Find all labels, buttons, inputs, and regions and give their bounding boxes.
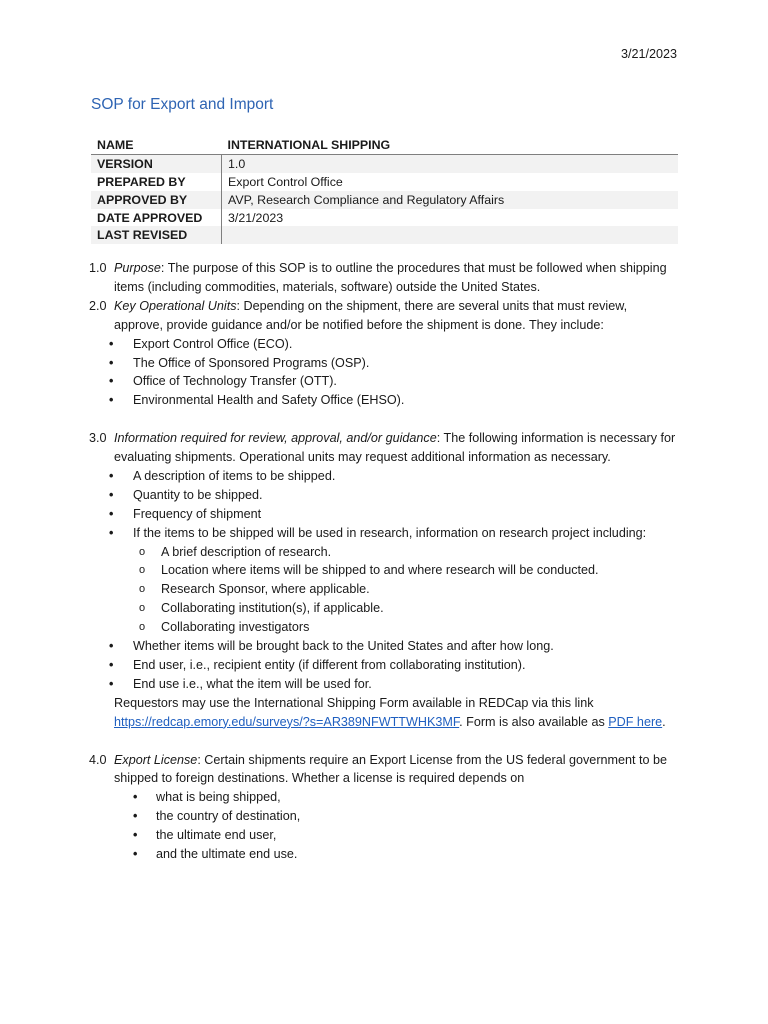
meta-label: VERSION	[91, 154, 222, 172]
meta-label: NAME	[91, 136, 222, 154]
list-item: • Export Control Office (ECO).	[89, 335, 679, 354]
section-export-license	[89, 751, 679, 789]
form-note-text: . Form is also available as	[459, 714, 609, 729]
meta-label: APPROVED BY	[91, 191, 222, 209]
section-key-operational-units	[89, 297, 679, 335]
section-text: : Depending on the shipment, there are several units that must review, approve, provide guidance and/or be notified before the shipment is done. They include:	[114, 298, 628, 332]
table-row	[91, 226, 678, 244]
sub-list-item: o Location where items will be shipped to and where research will be conducted.	[89, 561, 679, 580]
table-row	[91, 209, 678, 227]
list-item: • A description of items to be shipped.	[89, 467, 679, 486]
list-item: • what is being shipped,	[89, 788, 679, 807]
list-item: • Office of Technology Transfer (OTT).	[89, 372, 679, 391]
meta-value	[222, 226, 679, 244]
form-note-line: Requestors may use the International Shipping Form available in REDCap via this link	[114, 695, 594, 710]
section-heading: Key Operational Units	[114, 298, 237, 313]
license-factors-list	[89, 788, 679, 864]
meta-value: 1.0	[222, 154, 679, 172]
section-number: 4.0	[89, 752, 107, 767]
form-note	[89, 694, 679, 732]
meta-value: Export Control Office	[222, 173, 679, 191]
form-note-end: .	[662, 714, 666, 729]
list-item: • the country of destination,	[89, 807, 679, 826]
section-text: : Certain shipments require an Export License from the US federal government to be shipped to foreign destinations. Whether a license is required depends on	[114, 752, 668, 786]
list-item: • the ultimate end user,	[89, 826, 679, 845]
section-text: : The following information is necessary for evaluating shipments. Operational units may request additional information as necessary.	[114, 431, 676, 465]
document-body	[89, 259, 679, 864]
section-heading: Information required for review, approval, and/or guidance	[114, 431, 437, 446]
redcap-link[interactable]: https://redcap.emory.edu/surveys/?s=AR389NFWTTWHK3MF	[114, 714, 460, 729]
list-item: • Quantity to be shipped.	[89, 486, 679, 505]
document-date: 3/21/2023	[620, 47, 677, 61]
list-item: • Whether items will be brought back to the United States and after how long.	[89, 637, 679, 656]
section-number: 3.0	[89, 431, 107, 446]
table-row	[91, 191, 678, 209]
section-purpose	[89, 259, 679, 297]
section-text: : The purpose of this SOP is to outline the procedures that must be followed when shipping items (including commodities, materials, software) outside the United States.	[114, 261, 667, 294]
meta-label: LAST REVISED	[91, 226, 222, 244]
meta-value: 3/21/2023	[222, 209, 679, 227]
section-information-required	[89, 429, 679, 467]
list-item: • If the items to be shipped will be used in research, information on research project including:	[89, 524, 679, 543]
table-row	[91, 173, 678, 191]
form-note-links	[114, 713, 679, 732]
meta-label: DATE APPROVED	[97, 210, 203, 225]
section-number: 2.0	[89, 298, 107, 313]
research-info-sublist	[89, 543, 679, 638]
document-title: SOP for Export and Import	[91, 96, 274, 113]
sub-list-item: o Collaborating investigators	[89, 618, 679, 637]
section-number: 1.0	[89, 261, 107, 275]
meta-label: PREPARED BY	[97, 174, 186, 189]
section-heading: Purpose	[114, 261, 161, 275]
list-item: • The Office of Sponsored Programs (OSP).	[89, 354, 679, 373]
units-list	[89, 335, 679, 411]
list-item: • and the ultimate end use.	[89, 845, 679, 864]
list-item: • End user, i.e., recipient entity (if different from collaborating institution).	[89, 656, 679, 675]
sub-list-item: o Research Sponsor, where applicable.	[89, 580, 679, 599]
table-row	[91, 154, 678, 172]
meta-value: AVP, Research Compliance and Regulatory Affairs	[222, 191, 679, 209]
sub-list-item: o A brief description of research.	[89, 543, 679, 562]
list-item: • Environmental Health and Safety Office (EHSO).	[89, 391, 679, 410]
section-heading: Export License	[114, 752, 198, 767]
meta-value: INTERNATIONAL SHIPPING	[222, 136, 679, 154]
list-item: • Frequency of shipment	[89, 505, 679, 524]
list-item: • End use i.e., what the item will be used for.	[89, 675, 679, 694]
sub-list-item: o Collaborating institution(s), if applicable.	[89, 599, 679, 618]
sop-metadata-table	[91, 136, 678, 244]
table-row	[91, 136, 678, 154]
pdf-link[interactable]: PDF here	[608, 714, 663, 729]
information-list-continued	[89, 637, 679, 694]
information-list	[89, 467, 679, 543]
